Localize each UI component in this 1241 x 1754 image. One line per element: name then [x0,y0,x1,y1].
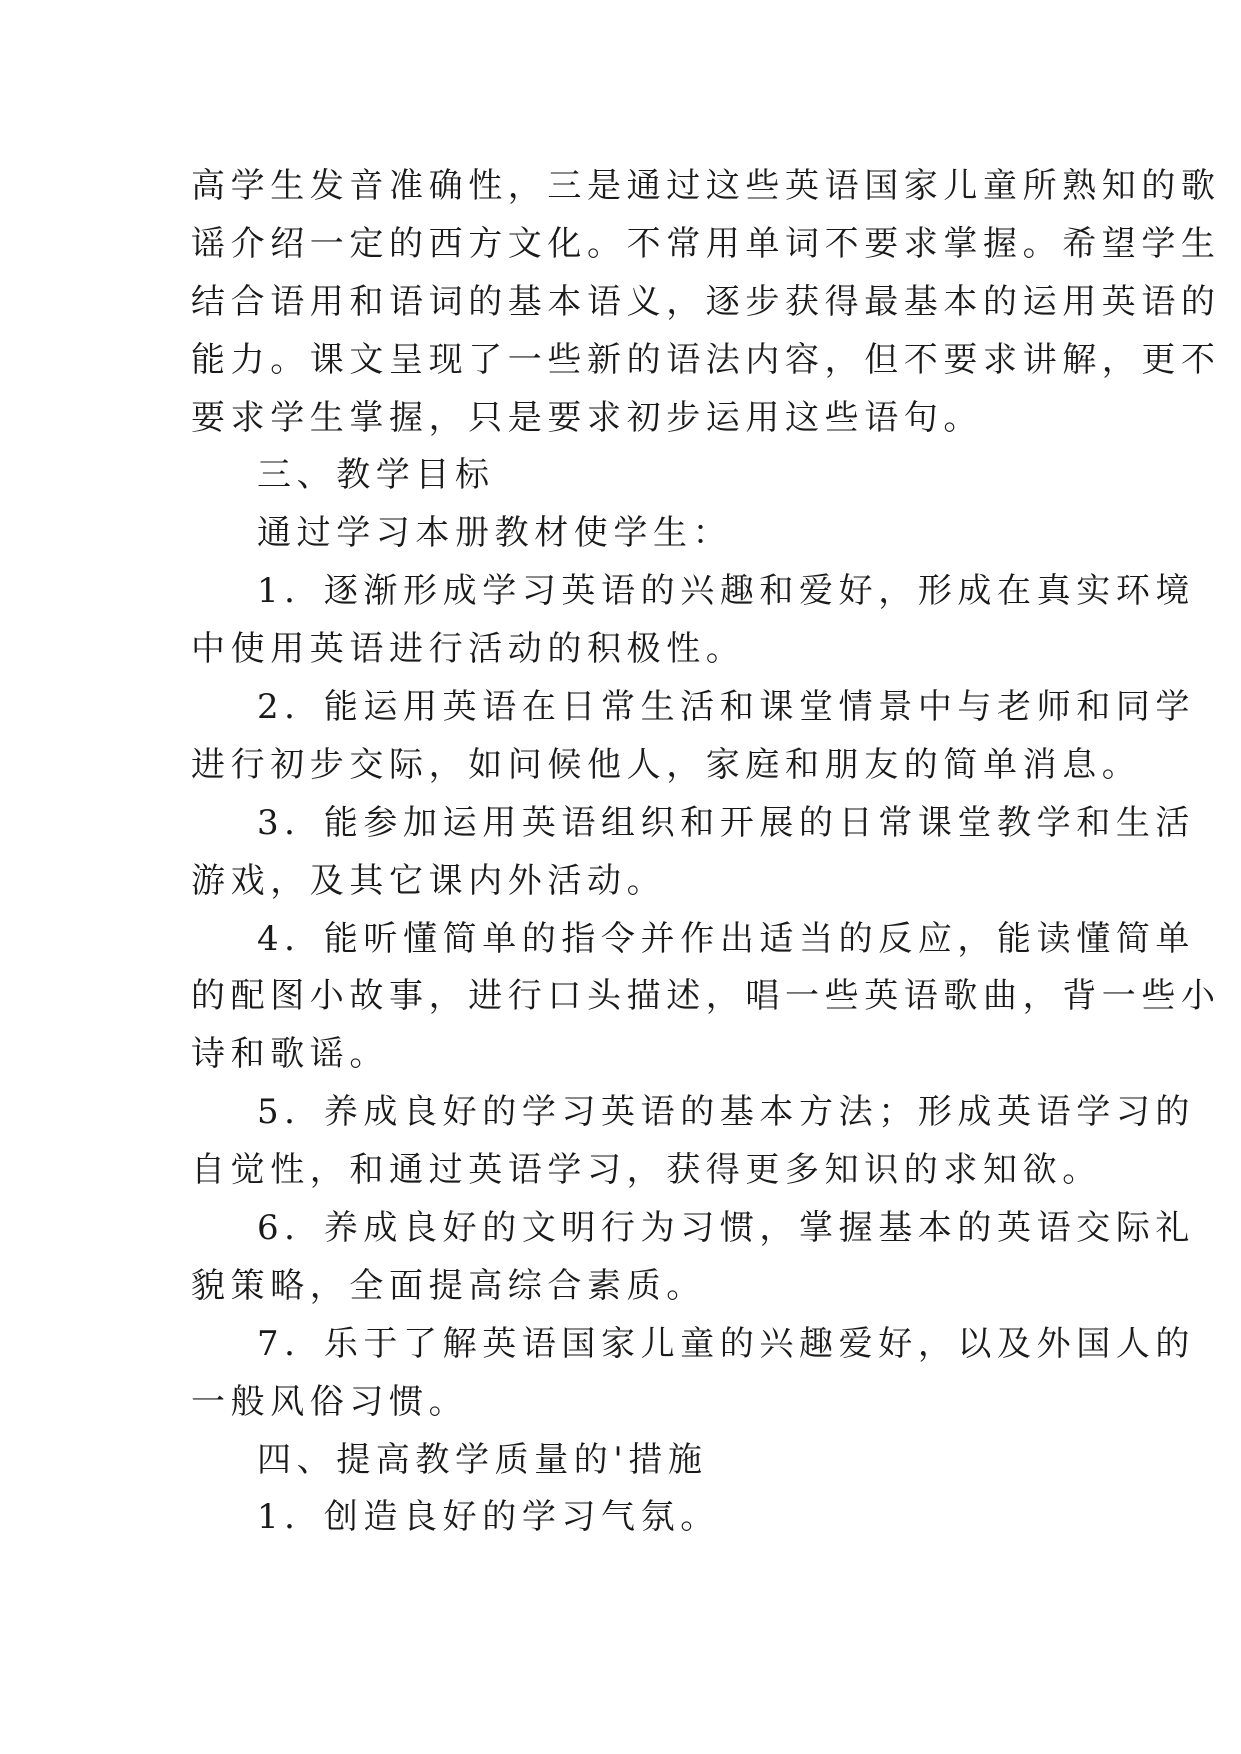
list-item: 5．养成良好的学习英语的基本方法；形成英语学习的 [257,1092,1196,1133]
text-line: 能力。课文呈现了一些新的语法内容，但不要求讲解，更不 [191,339,1221,380]
list-item: 4．能听懂简单的指令并作出适当的反应，能读懂简单 [257,918,1196,959]
text-line: 中使用英语进行活动的积极性。 [191,629,746,670]
text-line: 的配图小故事，进行口头描述，唱一些英语歌曲，背一些小 [191,976,1221,1017]
list-item: 3．能参加运用英语组织和开展的日常课堂教学和生活 [257,802,1196,843]
list-item: 2．能运用英语在日常生活和课堂情景中与老师和同学 [257,687,1196,728]
list-item: 7．乐于了解英语国家儿童的兴趣爱好，以及外国人的 [257,1323,1196,1364]
text-line: 高学生发音准确性，三是通过这些英语国家儿童所熟知的歌 [191,166,1221,206]
list-item: 1．创造良好的学习气氛。 [257,1497,720,1538]
list-item: 1．逐渐形成学习英语的兴趣和爱好，形成在真实环境 [257,571,1196,612]
text-line: 谣介绍一定的西方文化。不常用单词不要求掌握。希望学生 [191,223,1221,264]
text-line: 结合语用和语词的基本语义，逐步获得最基本的运用英语的 [191,281,1221,322]
section-heading: 三、教学目标 [257,455,495,496]
section-heading: 四、提高教学质量的'措施 [257,1439,708,1480]
text-line: 貌策略，全面提高综合素质。 [191,1265,706,1306]
text-line: 诗和歌谣。 [191,1034,389,1075]
text-line: 一般风俗习惯。 [191,1381,469,1422]
text-line: 进行初步交际，如问候他人，家庭和朋友的简单消息。 [191,744,1142,785]
text-line: 游戏，及其它课内外活动。 [191,860,667,901]
text-line: 自觉性，和通过英语学习，获得更多知识的求知欲。 [191,1150,1102,1191]
text-line: 要求学生掌握，只是要求初步运用这些语句。 [191,397,983,438]
document-body [191,158,1221,1547]
list-item: 6．养成良好的文明行为习惯，掌握基本的英语交际礼 [257,1208,1196,1249]
text-line: 通过学习本册教材使学生： [257,513,733,554]
